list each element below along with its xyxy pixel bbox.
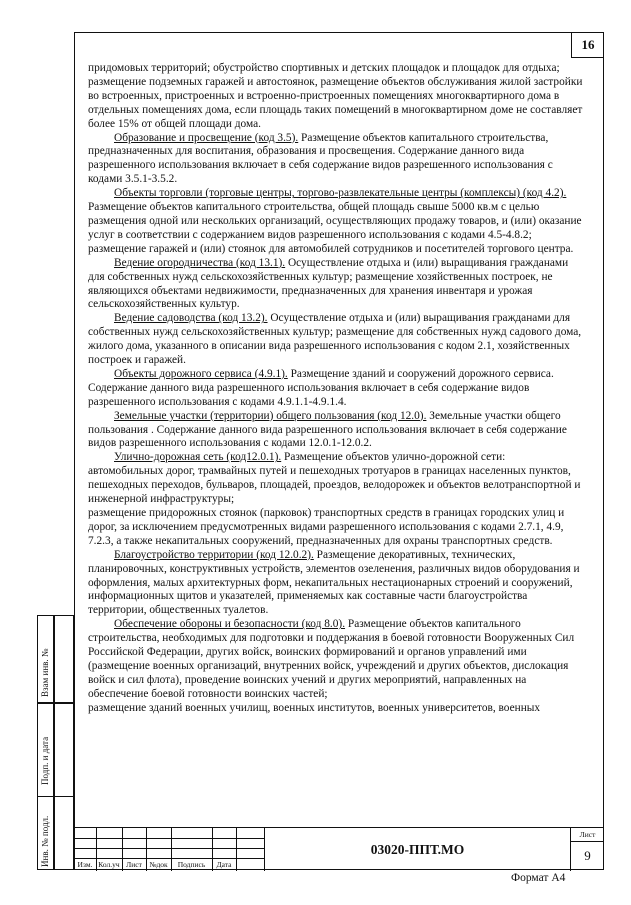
paragraph	[88, 62, 583, 132]
side-label-inv-orig: Инв. № подл.	[40, 815, 50, 867]
caption-kol-uch: Кол.уч	[98, 860, 120, 869]
paragraph-heading: Благоустройство территории (код 12.0.2).	[114, 548, 314, 561]
paragraph	[88, 187, 583, 257]
paragraph-text: Размещение декоративных, технических, планировочных, конструктивных устройств, элементов озеленения, различных видов оборудования и оформления, малых архитектурных форм, некапитальных нестационарных строений и сооружений, информационных щитов и указателей, применяемых как составные части благоустройства территории, общественных туалетов.	[88, 548, 580, 617]
caption-izm: Изм.	[77, 860, 93, 869]
paragraph	[88, 410, 583, 452]
document-body	[88, 62, 583, 716]
paragraph-text: придомовых территорий; обустройство спортивных и детских площадок и площадок для отдыха; размещение подземных гаражей и автостоянок, размещение объектов обслуживания жилой застройки во встроенных, пристроенных и встроенно-пристроенных помещениях многоквартирного дома в отдельных помещениях дома, если площадь таких помещений в многоквартирном доме не составляет более 15% от общей площади дома.	[88, 62, 583, 130]
paragraph-text: Размещение объектов капитального строительства, необходимых для подготовки и поддержания в боевой готовности Вооруженных Сил Российской Федерации, других войск, воинских формирований и органов управлений ими (размещение военных организаций, внутренних войск, учреждений и других объектов, дислокация войск и сил флота), проведение воинских учений и других мероприятий, направленных на обеспечение боевой готовности воинских частей;	[88, 618, 575, 700]
paragraph	[88, 132, 583, 188]
caption-data: Дата	[216, 860, 232, 869]
side-label-sign-date: Подп. и дата	[40, 736, 50, 785]
paragraph-text: размещение придорожных стоянок (парковок) транспортных средств в границах городских улиц и дорог, за исключением предусмотренных видами разрешенного использования с кодами 2.7.1, 4.9, 7.2.3, а также некапитальных сооружений, предназначенных для охраны транспортных средств.	[88, 507, 565, 547]
paragraph-heading: Образование и просвещение (код 3.5).	[114, 131, 299, 144]
paragraph-text: Земельные участки общего пользования . Содержание данного вида разрешенного использования включает в себя содержание видов разрешенного использования с кодами 12.0.1-12.0.2.	[88, 409, 567, 450]
side-stamp	[37, 615, 74, 870]
paragraph	[88, 312, 583, 368]
paragraph-heading: Обеспечение обороны и безопасности (код 8.0).	[114, 618, 346, 631]
paragraph	[88, 507, 583, 549]
document-code: 03020-ППТ.МО	[264, 828, 571, 871]
paragraph	[88, 451, 583, 507]
paragraph-text: Осуществление отдыха и (или) выращивания гражданами для собственных нужд сельскохозяйственных культур; размещение для собственных нужд садового дома, жилого дома, указанного в описании вида разрешенного использования с кодом 2.1, хозяйственных построек и гаражей.	[88, 312, 582, 367]
paragraph-heading: Улично-дорожная сеть (код12.0.1).	[114, 451, 282, 464]
paragraph	[88, 618, 583, 701]
sheet-cell	[571, 828, 604, 871]
paragraph-text: Размещение объектов улично-дорожной сети: автомобильных дорог, трамвайных путей и пешеходных тротуаров в границах населенных пунктов, пешеходных переходов, бульваров, площадей, проездов, велодорожек и объектов велотранспортной и инженерной инфраструктуры;	[88, 451, 581, 506]
side-label-inv-dup: Взам инв. №	[40, 648, 50, 697]
paragraph-heading: Объекты торговли (торговые центры, торгово-развлекательные центры (комплексы) (код 4.2).	[114, 187, 567, 200]
paragraph-heading: Земельные участки (территории) общего пользования (код 12.0).	[114, 409, 427, 422]
paragraph-heading: Ведение огородничества (код 13.1).	[114, 256, 286, 269]
caption-podpis: Подпись	[177, 860, 206, 869]
caption-ndok: №док	[149, 860, 168, 869]
format-label: Формат А4	[511, 872, 566, 884]
revision-grid	[74, 828, 264, 871]
caption-list: Лист	[126, 860, 142, 869]
paragraph-text: Размещение зданий и сооружений дорожного сервиса. Содержание данного вида разрешенного использования включает в себя содержание видов разрешенного использования с кодами 4.9.1.1-4.9.1.4.	[88, 367, 554, 408]
paragraph-text: размещение зданий военных училищ, военных институтов, военных университетов, военных	[88, 701, 541, 714]
paragraph	[88, 702, 583, 716]
sheet-number: 9	[584, 848, 591, 863]
paragraph-text: Размещение объектов капитального строительства, общей площадь свыше 5000 кв.м с целью размещения одной или нескольких организаций, осуществляющих продажу товаров, и (или) оказание услуг в соответствии с содержанием видов разрешенного использования с кодами 4.5-4.8.2; размещение гаражей и (или) стоянок для автомобилей сотрудников и посетителей торгового центра.	[88, 201, 582, 255]
paragraph-heading: Ведение садоводства (код 13.2).	[114, 312, 268, 325]
sheet-label: Лист	[571, 828, 604, 842]
page-number-top: 16	[571, 32, 604, 58]
paragraph	[88, 549, 583, 619]
title-block	[74, 827, 604, 870]
paragraph-text: Осуществление отдыха и (или) выращивания гражданами для собственных нужд сельскохозяйственных культур; размещение хозяйственных построек, не являющихся объектами недвижимости, предназначенных для хранения инвентаря и урожая сельскохозяйственных культур.	[88, 256, 569, 311]
paragraph-heading: Объекты дорожного сервиса (4.9.1).	[114, 367, 288, 380]
paragraph-text: Размещение объектов капитального строительства, предназначенных для воспитания, образования и просвещения. Содержание данного вида разрешенного использования включает в себя содержание видов разрешенного использования с кодами 3.5.1-3.5.2.	[88, 131, 553, 186]
paragraph	[88, 257, 583, 313]
paragraph	[88, 368, 583, 410]
